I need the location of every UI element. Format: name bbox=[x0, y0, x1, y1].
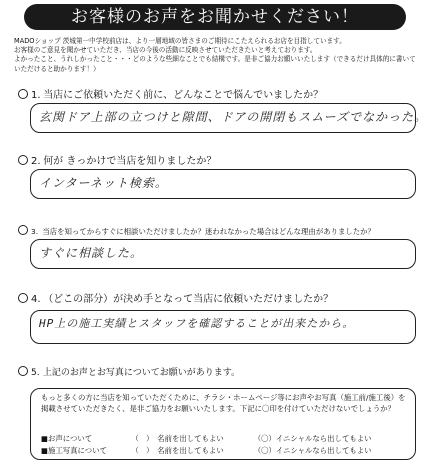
consent-row-photo[interactable] bbox=[41, 445, 372, 456]
answer-box-1[interactable] bbox=[30, 103, 428, 133]
consent-option-initial[interactable]: （〇）イニシャルなら出してもよい bbox=[253, 434, 372, 443]
consent-text: もっと多くの方に当店を知っていただくために、チラシ・ホームページ等にお声やお写真（施工前/施工後）を掲載させていただきたく、是非ご協力をお願いいたします。下記に〇印を付けていただけないでしょうか？ bbox=[41, 393, 406, 413]
question-number: 5. bbox=[18, 366, 40, 379]
question-4 bbox=[18, 293, 333, 306]
question-number: 3. bbox=[18, 225, 40, 238]
intro-text bbox=[14, 37, 416, 74]
consent-label: ■施工写真について bbox=[41, 446, 107, 455]
consent-option-name[interactable]: （ ） 名前を出してもよい bbox=[131, 434, 224, 443]
question-text: （どこの部分）が決め手となって当店に依頼いただけましたか？ bbox=[43, 294, 334, 305]
answer-text: 玄関ドア上部の立つけと隙間、ドアの開閉もスムーズでなかった。 bbox=[39, 110, 428, 124]
consent-row-voice[interactable] bbox=[41, 433, 372, 444]
consent-option-initial[interactable]: （〇）イニシャルなら出してもよい bbox=[253, 446, 372, 455]
consent-box bbox=[30, 388, 416, 460]
question-1 bbox=[18, 89, 323, 102]
question-number: 1. bbox=[18, 89, 40, 102]
question-text: 当店を知ってからすぐに相談いただけましたか？迷われなかった場合はどんな理由がありましたか？ bbox=[42, 227, 375, 236]
question-number: 2. bbox=[18, 155, 40, 168]
answer-box-4[interactable] bbox=[30, 310, 416, 344]
answer-text: HP上の施工実績とスタッフを確認することが出来たから。 bbox=[39, 317, 355, 330]
question-text: 当店にご依頼いただく前に、どんなことで悩んでいましたか？ bbox=[43, 90, 324, 101]
question-text: 上記のお声とお写真についてお願いがあります。 bbox=[42, 368, 240, 378]
answer-box-2[interactable] bbox=[30, 169, 416, 199]
question-number: 4. bbox=[18, 293, 40, 306]
answer-box-3[interactable] bbox=[30, 239, 416, 269]
intro-line: お客様のご意見を聞かせていただき、当店の今後の活動に反映させていただきたいと考えております。 bbox=[14, 46, 317, 55]
intro-line: よかったこと、うれしかったこと・・・どのような些細なことでも結構です。是非ご協力お願いいたします（できるだけ具体的に書いていただけると助かります！） bbox=[14, 55, 416, 73]
intro-line: MADOショップ 茨城第一中学校前店は、より一層地域の皆さまのご期待にこたえられるお店を目指しています。 bbox=[14, 37, 346, 45]
consent-label: ■お声について bbox=[41, 434, 93, 443]
consent-option-name[interactable]: （ ） 名前を出してもよい bbox=[131, 446, 224, 455]
answer-text: インターネット検索。 bbox=[39, 176, 168, 190]
page-title: お客様のお声をお聞かせください！ bbox=[24, 4, 406, 30]
question-3 bbox=[18, 225, 375, 238]
question-text: 何が きっかけで当店を知りましたか？ bbox=[43, 156, 217, 167]
answer-text: すぐに相談した。 bbox=[39, 246, 144, 260]
question-2 bbox=[18, 155, 216, 168]
question-5 bbox=[18, 366, 240, 379]
